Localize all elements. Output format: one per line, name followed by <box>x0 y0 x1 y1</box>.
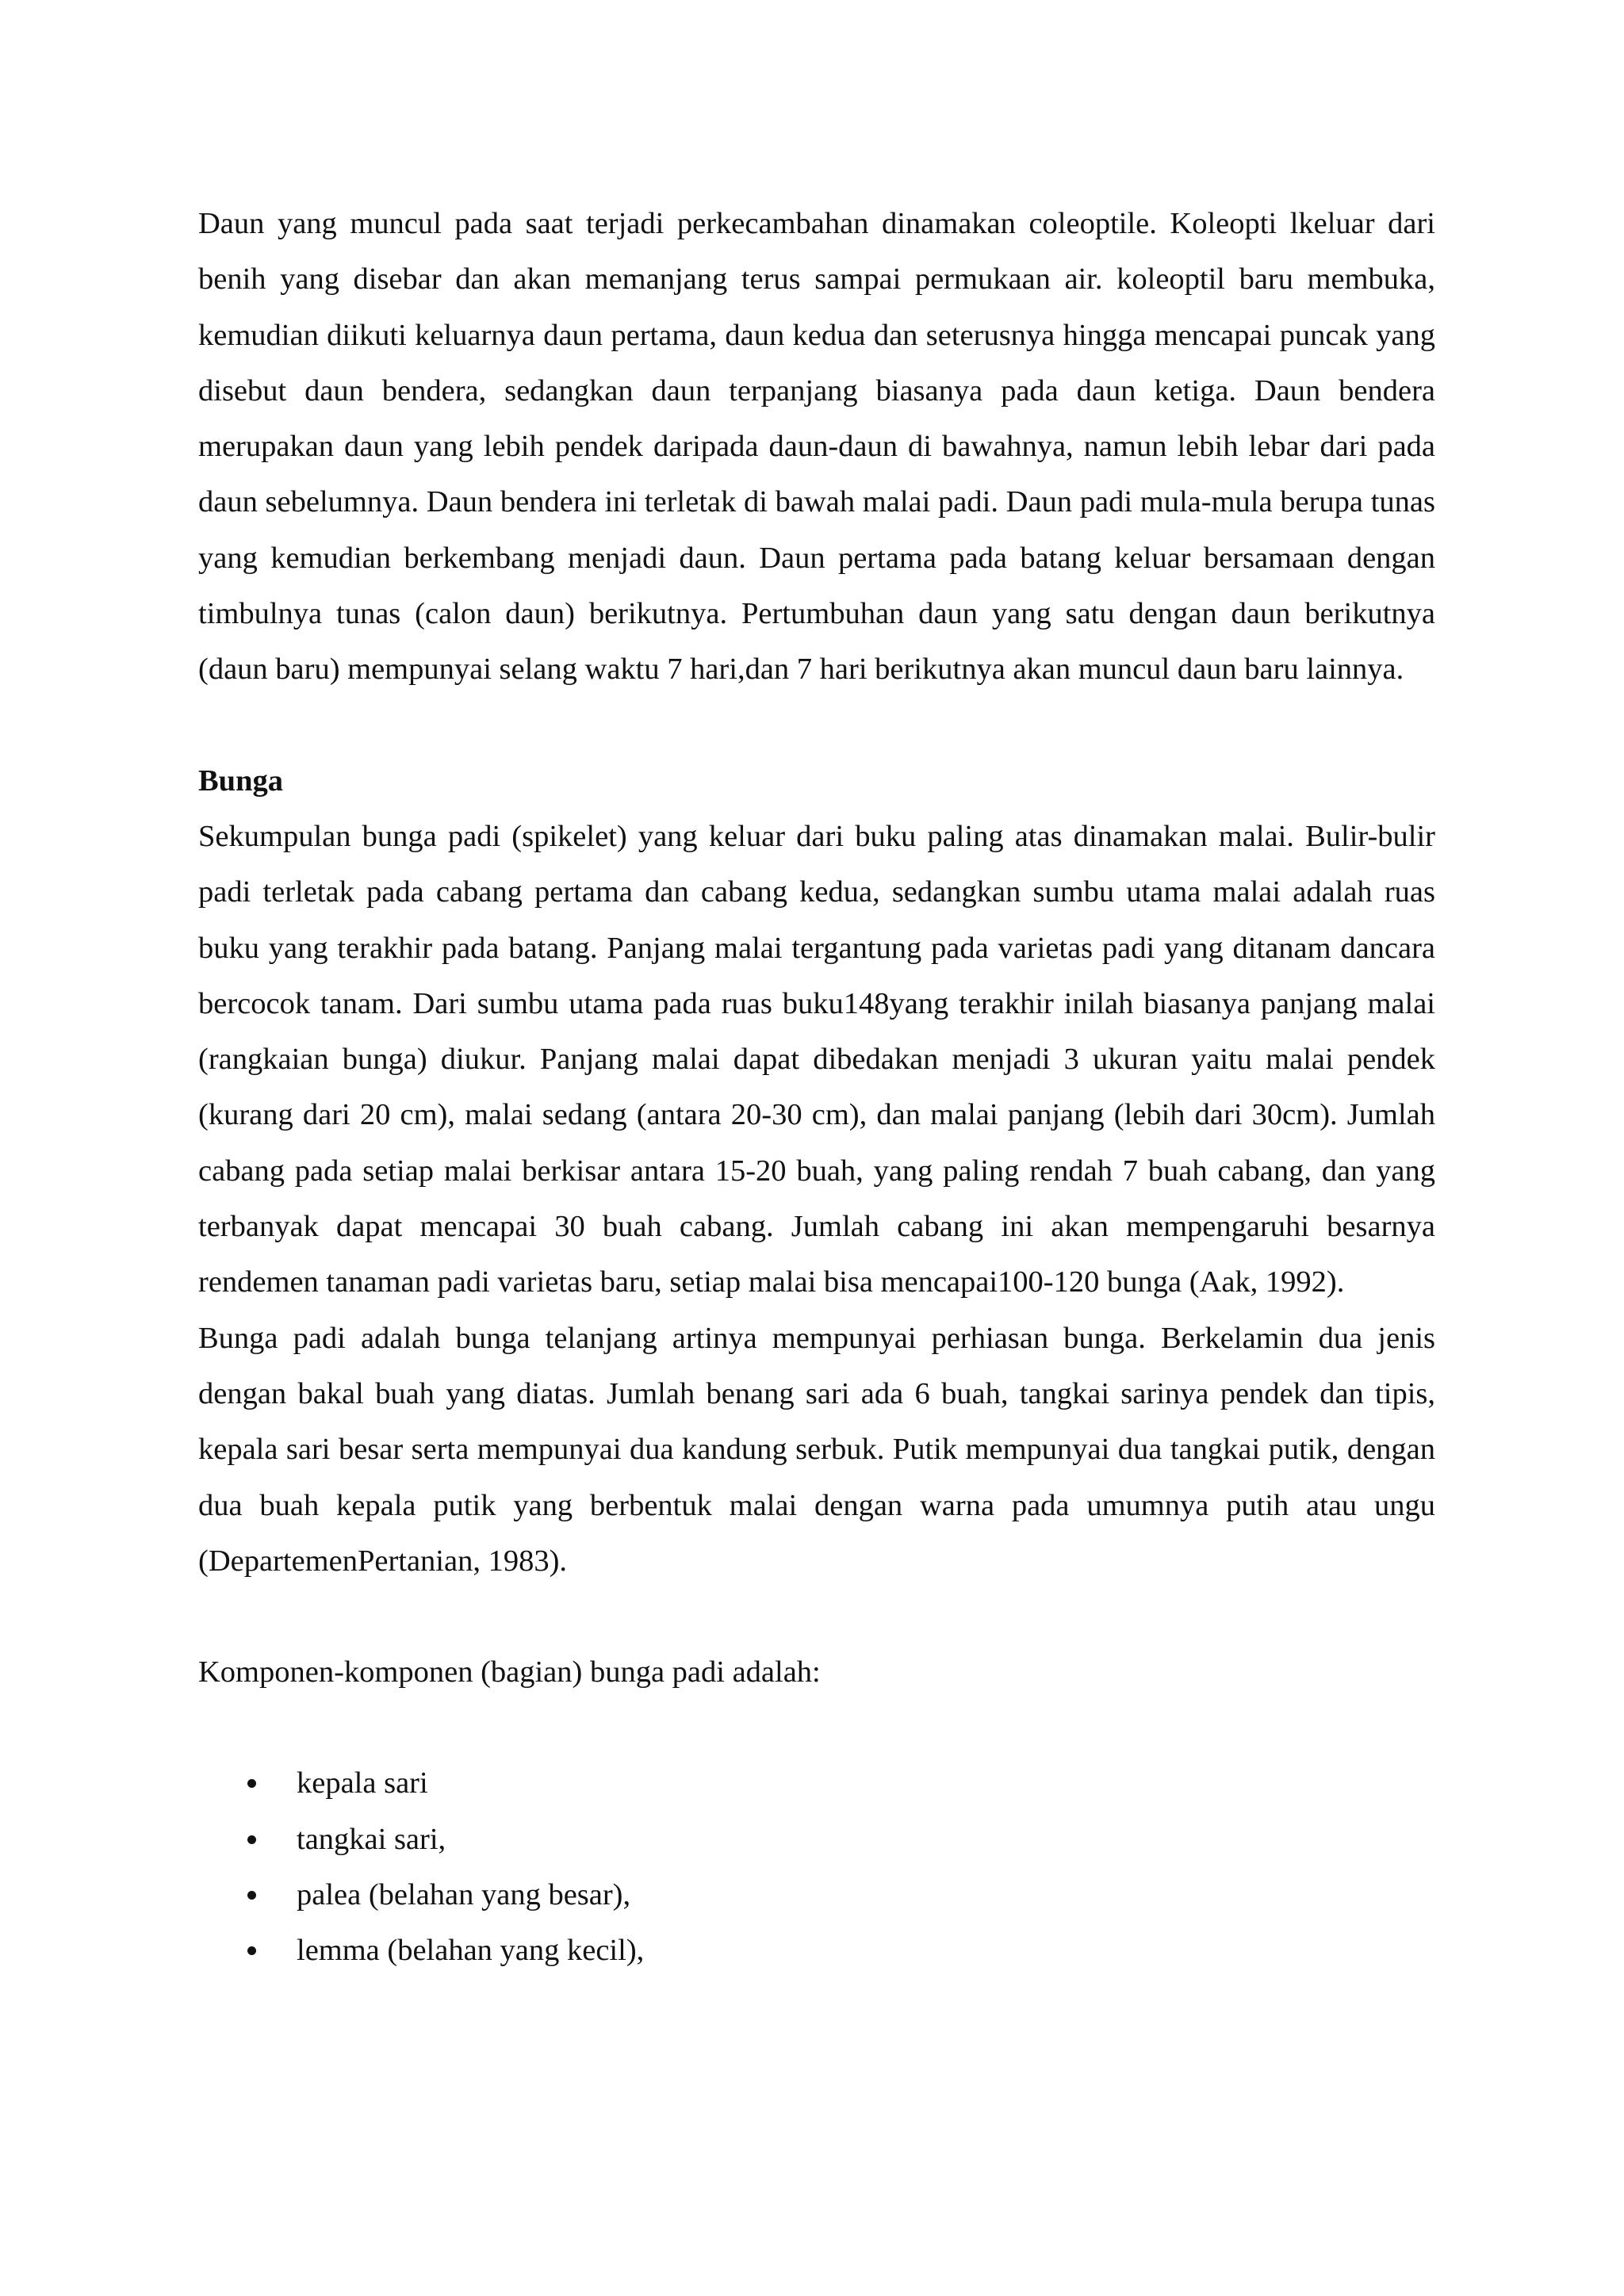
paragraph-bunga-2: Bunga padi adalah bunga telanjang artinya mempunyai perhiasan bunga. Berkelamin dua jenis dengan bakal buah yang diatas. Jumlah benang sari ada 6 buah, tangkai sarinya pendek dan tipis, kepala sari besar serta mempunyai dua kandung serbuk. Putik mempunyai dua tangkai putik, dengan dua buah kepala putik yang berbentuk malai dengan warna pada umumnya putih atau ungu (DepartemenPertanian, 1983). <box>198 1321 1435 1578</box>
paragraph-daun: Daun yang muncul pada saat terjadi perkecambahan dinamakan coleoptile. Koleopti lkeluar dari benih yang disebar dan akan memanjang terus sampai permukaan air. koleoptil baru membuka, kemudian diikuti keluarnya daun pertama, daun kedua dan seterusnya hingga mencapai puncak yang disebut daun bendera, sedangkan daun terpanjang biasanya pada daun ketiga. Daun bendera merupakan daun yang lebih pendek daripada daun-daun di bawahnya, namun lebih lebar dari pada daun sebelumnya. Daun bendera ini terletak di bawah malai padi. Daun padi mula-mula berupa tunas yang kemudian berkembang menjadi daun. Daun pertama pada batang keluar bersamaan dengan timbulnya tunas (calon daun) berikutnya. Pertumbuhan daun yang satu dengan daun berikutnya (daun baru) mempunyai selang waktu 7 hari,dan 7 hari berikutnya akan muncul daun baru lainnya. <box>198 207 1435 687</box>
heading-bunga: Bunga <box>198 763 284 798</box>
list-item <box>198 1812 1435 1867</box>
list-item <box>198 1755 1435 1811</box>
bullet-list <box>198 1755 1435 1978</box>
paragraph-bunga-1: Sekumpulan bunga padi (spikelet) yang keluar dari buku paling atas dinamakan malai. Bulir-bulir padi terletak pada cabang pertama dan cabang kedua, sedangkan sumbu utama malai adalah ruas buku yang terakhir pada batang. Panjang malai tergantung pada varietas padi yang ditanam dancara bercocok tanam. Dari sumbu utama pada ruas buku148yang terakhir inilah biasanya panjang malai (rangkaian bunga) diukur. Panjang malai dapat dibedakan menjadi 3 ukuran yaitu malai pendek (kurang dari 20 cm), malai sedang (antara 20-30 cm), dan malai panjang (lebih dari 30cm). Jumlah cabang pada setiap malai berkisar antara 15-20 buah, yang paling rendah 7 buah cabang, dan yang terbanyak dapat mencapai 30 buah cabang. Jumlah cabang ini akan mempengaruhi besarnya rendemen tanaman padi varietas baru, setiap malai bisa mencapai100-120 bunga (Aak, 1992). <box>198 819 1435 1299</box>
bullet-icon <box>247 1946 256 1955</box>
list-item <box>198 1923 1435 1978</box>
document-body <box>198 196 1435 1979</box>
paragraph-komponen: Komponen-komponen (bagian) bunga padi adalah: <box>198 1655 821 1689</box>
bullet-icon <box>247 1891 256 1900</box>
paragraph-gap <box>198 1589 1435 1644</box>
list-item <box>198 1867 1435 1923</box>
list-item-text: tangkai sari, <box>297 1822 446 1856</box>
paragraph-gap <box>198 1700 1435 1755</box>
list-item-text: lemma (belahan yang kecil), <box>297 1934 645 1968</box>
list-item-text: kepala sari <box>297 1766 428 1800</box>
bullet-icon <box>247 1835 256 1844</box>
paragraph-gap <box>198 698 1435 753</box>
bullet-icon <box>247 1779 256 1788</box>
list-item-text: palea (belahan yang besar), <box>297 1878 631 1912</box>
